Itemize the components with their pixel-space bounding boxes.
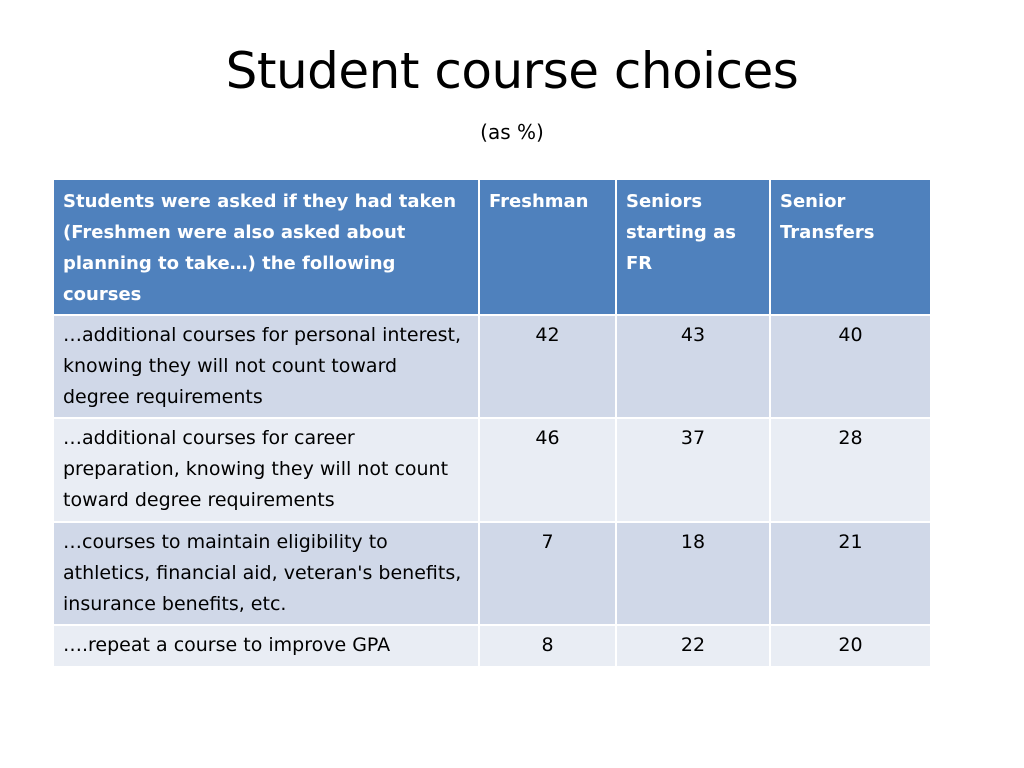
slide-title: Student course choices — [225, 42, 799, 100]
header-freshman: Freshman — [479, 179, 616, 315]
senior-transfers-value: 28 — [770, 418, 931, 522]
table-row — [53, 315, 931, 418]
freshman-value: 8 — [479, 625, 616, 667]
table-row — [53, 625, 931, 667]
senior-transfers-value: 21 — [770, 522, 931, 625]
row-label: …additional courses for career preparation, knowing they will not count toward degree requirements — [53, 418, 479, 522]
row-label: ….repeat a course to improve GPA — [53, 625, 479, 667]
freshman-value: 42 — [479, 315, 616, 418]
table-header-row — [53, 179, 931, 315]
table-row — [53, 522, 931, 625]
senior-transfers-value: 40 — [770, 315, 931, 418]
table-row — [53, 418, 931, 522]
course-choices-table — [52, 178, 932, 668]
seniors-fr-value: 18 — [616, 522, 770, 625]
header-seniors-starting-as-fr: Seniors starting as FR — [616, 179, 770, 315]
row-label: …additional courses for personal interest, knowing they will not count toward degree requirements — [53, 315, 479, 418]
header-senior-transfers: Senior Transfers — [770, 179, 931, 315]
freshman-value: 46 — [479, 418, 616, 522]
seniors-fr-value: 22 — [616, 625, 770, 667]
seniors-fr-value: 37 — [616, 418, 770, 522]
senior-transfers-value: 20 — [770, 625, 931, 667]
seniors-fr-value: 43 — [616, 315, 770, 418]
row-label: …courses to maintain eligibility to athletics, financial aid, veteran's benefits, insurance benefits, etc. — [53, 522, 479, 625]
slide-subtitle: (as %) — [480, 120, 544, 144]
freshman-value: 7 — [479, 522, 616, 625]
header-question: Students were asked if they had taken (Freshmen were also asked about planning to take…) the following courses — [53, 179, 479, 315]
